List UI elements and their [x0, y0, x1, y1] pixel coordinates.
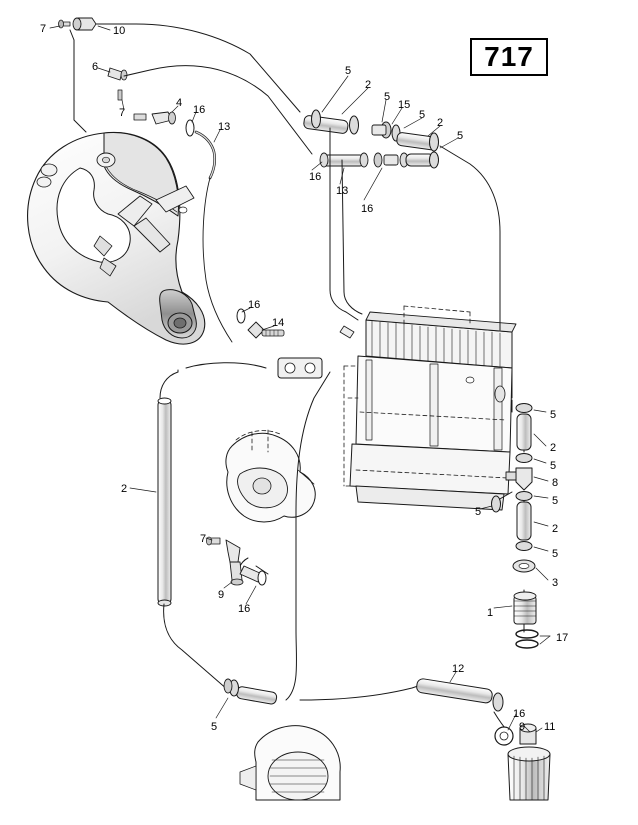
callout-12: 12: [452, 663, 465, 675]
oil-injection-pump-group: [226, 430, 315, 522]
callout-13-b: 13: [336, 185, 349, 197]
callout-7-b: 7: [119, 107, 126, 119]
callout-9-b: 9: [519, 721, 526, 733]
callout-16-f: 16: [513, 708, 526, 720]
lower-right-hose-and-filter: [416, 678, 550, 800]
callout-16-c: 16: [361, 203, 374, 215]
callout-2-e: 2: [121, 483, 128, 495]
callout-5-b: 5: [384, 91, 391, 103]
model-badge: [470, 38, 548, 76]
callout-1: 1: [487, 607, 494, 619]
callout-16-d: 16: [248, 299, 261, 311]
callout-15: 15: [398, 99, 411, 111]
exhaust-muffler-group: [28, 132, 205, 344]
callout-4: 4: [176, 97, 183, 109]
callout-8: 8: [552, 477, 559, 489]
callout-6: 6: [92, 61, 99, 73]
callout-16-b: 16: [309, 171, 322, 183]
callout-13-a: 13: [218, 121, 231, 133]
engine-block-group: [340, 306, 516, 510]
callout-17: 17: [556, 632, 569, 644]
callout-2-a: 2: [365, 79, 372, 91]
callout-2-c: 2: [550, 442, 557, 454]
callout-5-j: 5: [211, 721, 218, 733]
callout-5-h: 5: [475, 506, 482, 518]
callout-7-c: 7: [200, 533, 207, 545]
lower-left-tube: [224, 679, 277, 705]
callout-5-e: 5: [550, 409, 557, 421]
callout-9-a: 9: [218, 589, 225, 601]
pump-inlet-fitting: [206, 537, 266, 585]
oil-reservoir-tube: [158, 398, 171, 606]
callout-5-i: 5: [552, 548, 559, 560]
callout-7-top-left: 7: [40, 23, 47, 35]
callout-5-c: 5: [419, 109, 426, 121]
callout-14: 14: [272, 317, 285, 329]
model-badge-label: 717: [484, 41, 534, 72]
callout-5-f: 5: [550, 460, 557, 472]
callout-10: 10: [113, 25, 126, 37]
callout-2-d: 2: [552, 523, 559, 535]
callout-16-e: 16: [238, 603, 251, 615]
callout-16-a: 16: [193, 104, 206, 116]
callout-3: 3: [552, 577, 559, 589]
callout-11: 11: [544, 721, 556, 733]
callout-5-d: 5: [457, 130, 464, 142]
callout-2-b: 2: [437, 117, 444, 129]
callout-5-g: 5: [552, 495, 559, 507]
callout-5-a: 5: [345, 65, 352, 77]
pto-housing-group: [240, 726, 340, 800]
